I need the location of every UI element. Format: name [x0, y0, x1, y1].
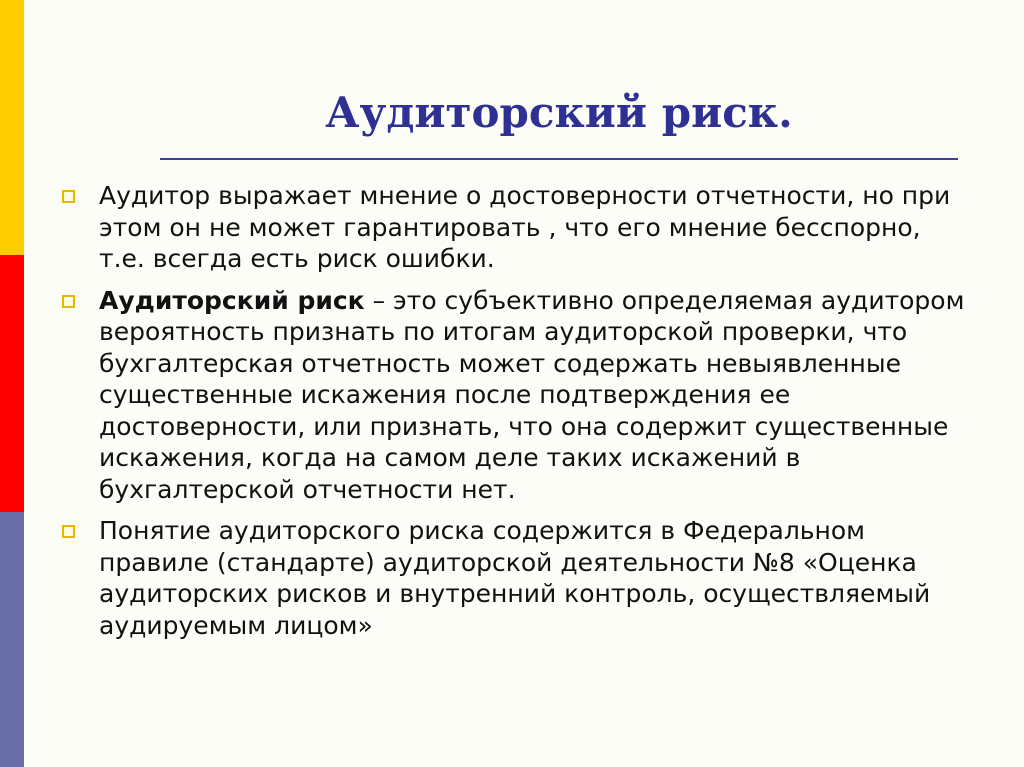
list-item [62, 285, 972, 506]
bullet-list [62, 180, 972, 651]
square-bullet-icon [62, 525, 75, 538]
term-definition: Аудиторский риск [99, 285, 365, 315]
square-bullet-icon [62, 295, 75, 308]
list-item [62, 180, 972, 275]
accent-bar-yellow [0, 0, 24, 255]
title-divider [160, 158, 958, 160]
accent-bar-red [0, 255, 24, 512]
bullet-text: – это субъективно определяемая аудитором вероятность признать по итогам аудиторской проверки, что бухгалтерская отчетность может содержать невыявленные существенные искажения после подтверждения ее достоверности, или признать, что она содержит существенные искажения, когда на самом деле таких искажений в бухгалтерской отчетности нет. [99, 285, 965, 504]
bullet-text: Понятие аудиторского риска содержится в Федеральном правиле (стандарте) аудиторской деятельности №8 «Оценка аудиторских рисков и внутренний контроль, осуществляемый аудируемым лицом» [99, 516, 931, 640]
bullet-text: Аудитор выражает мнение о достоверности отчетности, но при этом он не может гарантировать , что его мнение бесспорно, т.е. всегда есть риск ошибки. [99, 181, 951, 273]
list-item [62, 515, 972, 641]
square-bullet-icon [62, 190, 75, 203]
accent-bar-blue [0, 512, 24, 767]
slide-title: Аудиторский риск. [325, 88, 793, 137]
